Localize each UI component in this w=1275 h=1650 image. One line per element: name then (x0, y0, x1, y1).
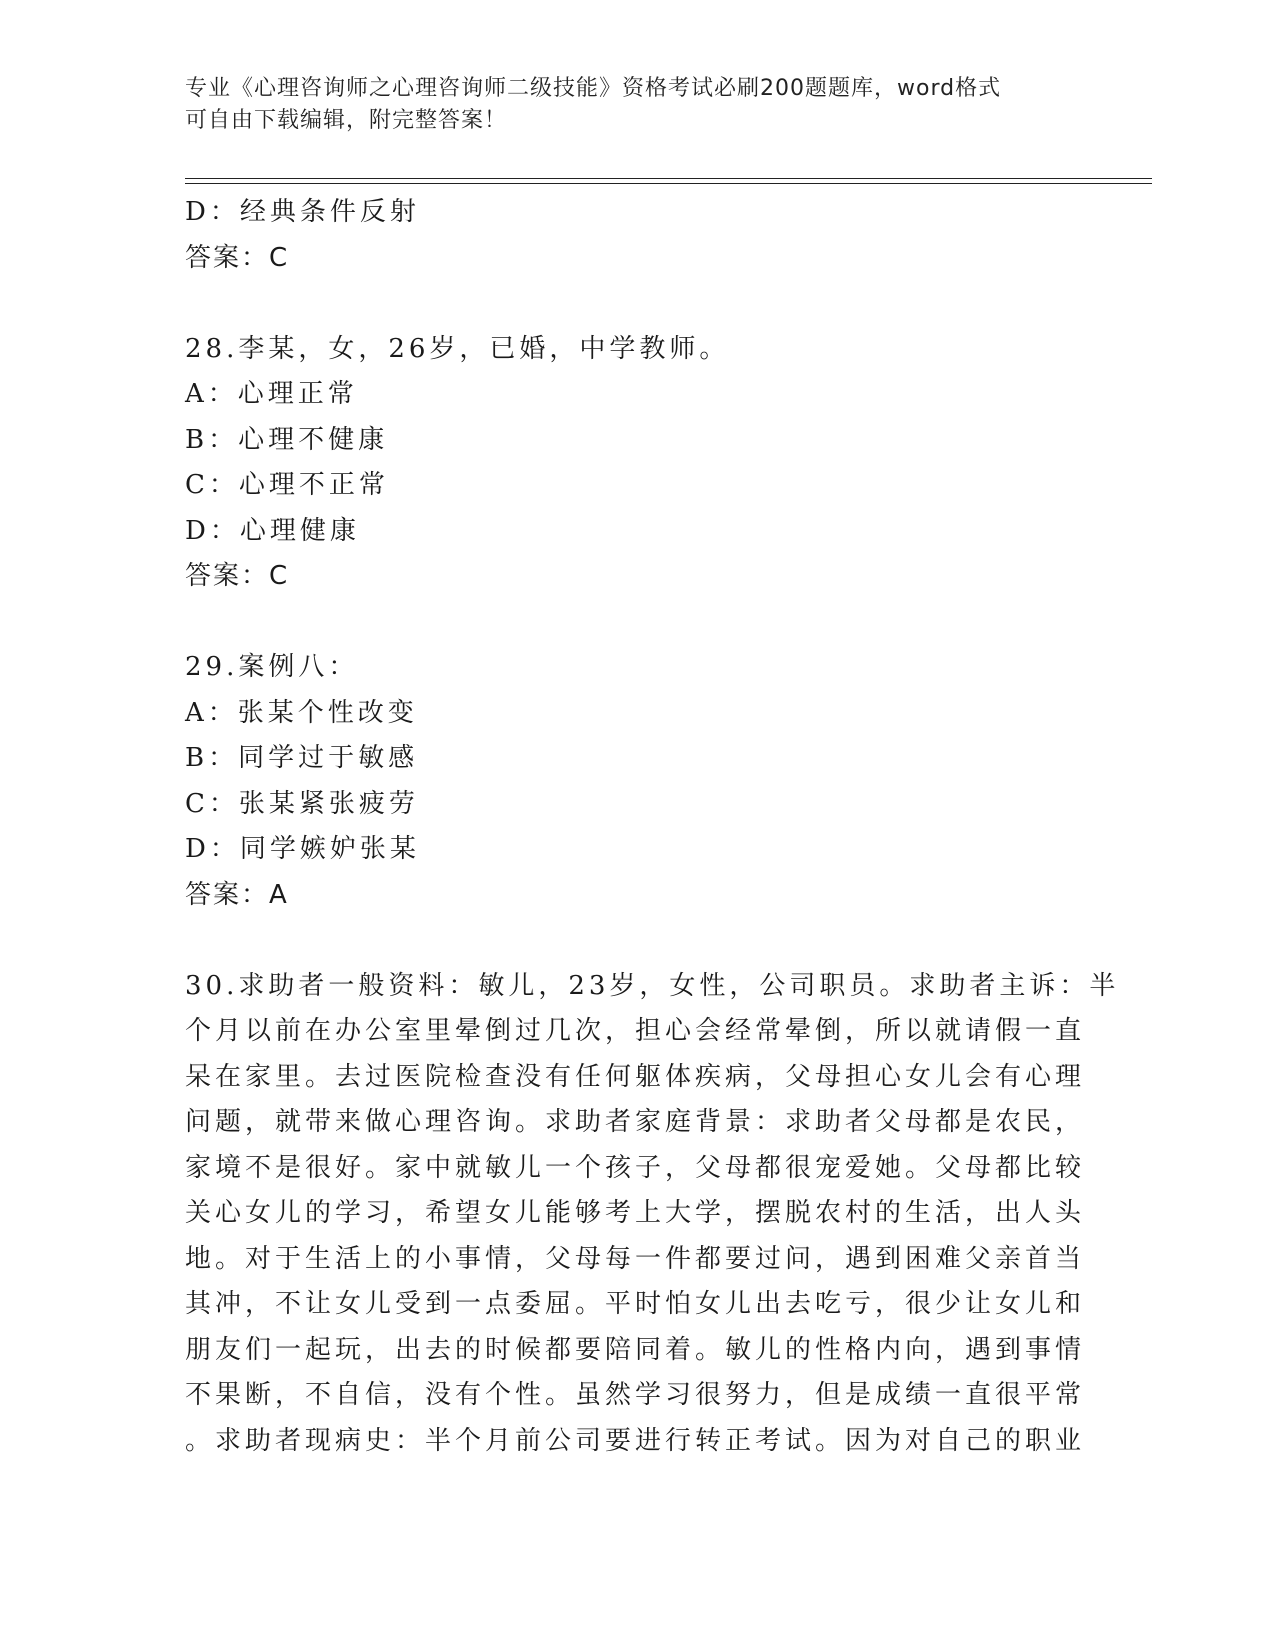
question-text-line: 关心女儿的学习，希望女儿能够考上大学，摆脱农村的生活，出人头 (185, 1198, 1086, 1228)
question-text-line: 。求助者现病史：半个月前公司要进行转正考试。因为对自己的职业 (185, 1425, 1086, 1456)
question-text-line: 30.求助者一般资料：敏儿，23岁，女性，公司职员。求助者主诉：半 (185, 970, 1120, 1001)
header-divider-top (185, 178, 1152, 179)
answer: 答案：A (185, 879, 289, 910)
spacer (185, 600, 1085, 646)
option-b: B：同学过于敏感 (185, 743, 419, 773)
question-text-line: 朋友们一起玩，出去的时候都要陪同着。敏儿的性格内向，遇到事情 (185, 1334, 1086, 1365)
prev-option-d: D：经典条件反射 (185, 197, 420, 227)
question-text-line: 问题，就带来做心理咨询。求助者家庭背景：求助者父母都是农民， (185, 1107, 1086, 1137)
question-30 (185, 964, 1120, 1465)
prev-answer: 答案：C (185, 242, 290, 273)
header-title-line-2: 可自由下载编辑，附完整答案！ (185, 108, 508, 133)
option-d: D：同学嫉妒张某 (185, 834, 420, 864)
option-a: A：张某个性改变 (185, 697, 418, 728)
header-divider-bottom (185, 183, 1152, 184)
question-text-line: 家境不是很好。家中就敏儿一个孩子，父母都很宠爱她。父母都比较 (185, 1152, 1086, 1183)
question-stem: 28.李某，女，26岁，已婚，中学教师。 (185, 333, 730, 364)
question-stem: 29.案例八： (185, 652, 359, 682)
question-text-line: 地。对于生活上的小事情，父母每一件都要过问，遇到困难父亲首当 (185, 1243, 1086, 1274)
spacer (185, 918, 1085, 964)
question-text-line: 其冲，不让女儿受到一点委屈。平时怕女儿出去吃亏，很少让女儿和 (185, 1289, 1086, 1319)
option-b: B：心理不健康 (185, 424, 389, 455)
page-header (185, 73, 1065, 137)
option-a: A：心理正常 (185, 379, 358, 409)
option-d: D：心理健康 (185, 515, 360, 546)
answer: 答案：C (185, 561, 290, 591)
header-title-line-1: 专业《心理咨询师之心理咨询师二级技能》资格考试必刷200题题库，word格式 (185, 76, 1002, 101)
question-28 (185, 327, 1085, 600)
question-29 (185, 645, 1085, 918)
question-text-line: 不果断，不自信，没有个性。虽然学习很努力，但是成绩一直很平常 (185, 1380, 1086, 1410)
question-text-line: 个月以前在办公室里晕倒过几次，担心会经常晕倒，所以就请假一直 (185, 1016, 1086, 1046)
option-c: C：心理不正常 (185, 470, 389, 500)
spacer (185, 281, 1085, 327)
question-text-line: 呆在家里。去过医院检查没有任何躯体疾病，父母担心女儿会有心理 (185, 1061, 1086, 1092)
option-c: C：张某紧张疲劳 (185, 788, 419, 819)
document-body (185, 190, 1120, 1464)
